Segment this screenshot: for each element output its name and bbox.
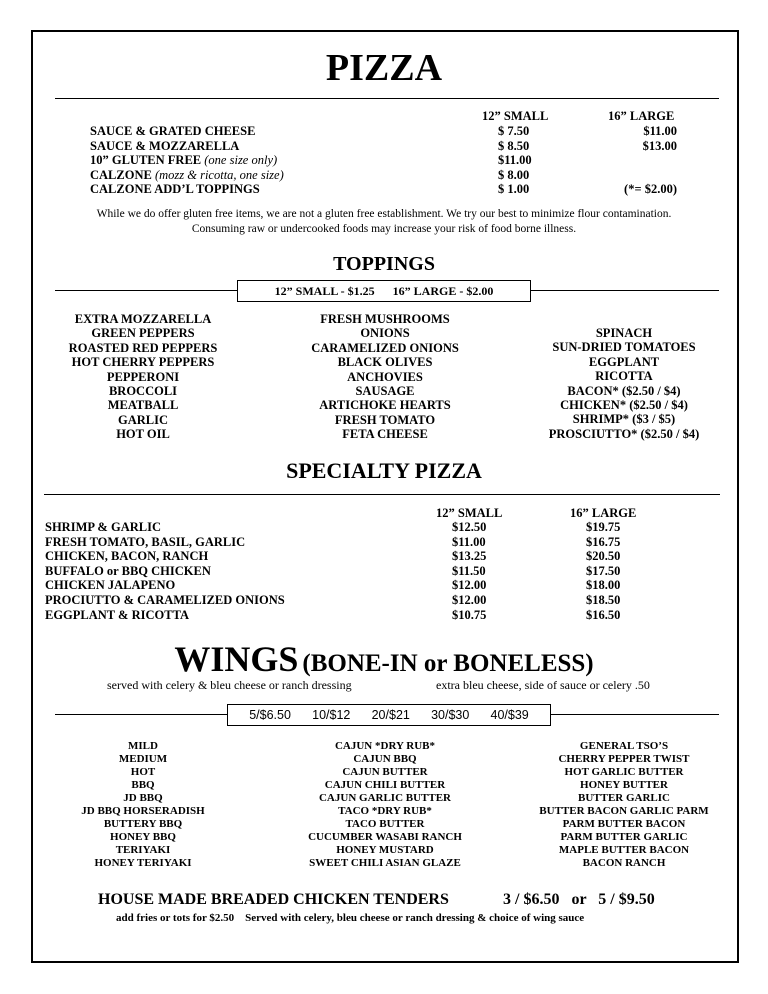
wing-flavor: BUTTERY BBQ — [103, 818, 183, 830]
specialty-large-price: $16.50 — [586, 607, 621, 622]
pizza-item-note: (mozz & ricotta, one size) — [154, 167, 284, 182]
toppings-column-3 — [521, 326, 727, 441]
topping-item: ANCHOVIES — [347, 369, 423, 384]
wing-flavor: CUCUMBER WASABI RANCH — [308, 831, 462, 843]
wing-flavor: HONEY BUTTER — [580, 779, 668, 791]
pizza-header-large: 16” LARGE — [608, 109, 675, 123]
specialty-large-price: $17.50 — [586, 563, 621, 578]
pizza-large-price: $11.00 — [643, 124, 677, 138]
pizza-large-prices — [587, 124, 677, 197]
topping-item: EXTRA MOZZARELLA — [74, 312, 212, 326]
wing-flavor: CHERRY PEPPER TWIST — [558, 753, 690, 765]
topping-item: BACON* ($2.50 / $4) — [567, 383, 681, 398]
topping-item: ROASTED RED PEPPERS — [68, 340, 218, 355]
specialty-large-price: $19.75 — [586, 520, 621, 534]
wing-flavor: CAJUN GARLIC BUTTER — [318, 792, 452, 804]
pizza-small-price: $ 7.50 — [498, 124, 530, 138]
wing-flavor: CAJUN CHILI BUTTER — [324, 779, 446, 791]
topping-item: SPINACH — [595, 326, 653, 340]
pizza-item-name: CALZONE ADD’L TOPPINGS — [90, 182, 260, 197]
pizza-item — [90, 139, 284, 154]
specialty-item-name: CHICKEN, BACON, RANCH — [45, 549, 209, 564]
specialty-small-price: $12.50 — [452, 520, 487, 534]
wing-flavor: HONEY BBQ — [110, 831, 176, 843]
pizza-divider — [55, 98, 719, 99]
wings-title-sub: (BONE-IN or BONELESS) — [302, 650, 594, 677]
specialty-title: SPECIALTY PIZZA — [286, 458, 482, 483]
specialty-large-price: $16.75 — [586, 534, 621, 549]
pizza-item — [90, 168, 284, 183]
specialty-large-prices — [586, 520, 620, 622]
topping-item: ONIONS — [360, 326, 410, 341]
toppings-column-2 — [282, 312, 488, 442]
specialty-small-price: $13.25 — [452, 549, 487, 564]
specialty-item-name: BUFFALO or BBQ CHICKEN — [45, 563, 211, 578]
wing-flavor: CAJUN BUTTER — [342, 766, 428, 778]
specialty-item-name: PROCIUTTO & CARAMELIZED ONIONS — [45, 592, 285, 607]
topping-item: ARTICHOKE HEARTS — [319, 398, 451, 413]
topping-item: FRESH TOMATO — [334, 412, 436, 427]
wing-price-option: 30/$30 — [431, 708, 470, 722]
pizza-large-price: $13.00 — [642, 138, 677, 153]
pizza-small-price: $ 8.50 — [498, 138, 530, 153]
wings-extra-note: extra bleu cheese, side of sauce or celery .50 — [436, 678, 650, 692]
wing-flavor: BUTTER GARLIC — [578, 792, 670, 804]
pizza-item-name: 10” GLUTEN FREE — [90, 153, 202, 168]
specialty-item-list — [45, 520, 285, 622]
pizza-item — [90, 153, 284, 168]
pizza-small-price: $ 8.00 — [498, 167, 530, 182]
wings-title-main: WINGS — [174, 639, 299, 679]
wings-served-note: served with celery & bleu cheese or ranch dressing — [107, 678, 352, 692]
specialty-item-name: CHICKEN JALAPENO — [45, 578, 176, 593]
wing-flavor: MEDIUM — [118, 753, 168, 765]
specialty-divider — [44, 494, 720, 495]
wing-flavor: CAJUN *DRY RUB* — [334, 740, 436, 752]
topping-item: FRESH MUSHROOMS — [320, 312, 450, 326]
topping-item: BLACK OLIVES — [337, 355, 433, 370]
wing-flavor: JD BBQ — [123, 792, 163, 804]
topping-item: RICOTTA — [595, 369, 653, 384]
specialty-small-price: $11.00 — [452, 534, 486, 549]
wing-flavor: HOT GARLIC BUTTER — [564, 766, 684, 778]
wing-flavor: GENERAL TSO’S — [579, 740, 669, 752]
specialty-item-name: SHRIMP & GARLIC — [45, 520, 161, 534]
tenders-title: HOUSE MADE BREADED CHICKEN TENDERS — [98, 891, 449, 908]
pizza-large-price — [587, 153, 677, 168]
wing-flavors-column-2 — [282, 740, 488, 870]
pizza-item — [90, 182, 284, 197]
wing-price-option: 40/$39 — [490, 708, 529, 722]
specialty-small-price: $10.75 — [452, 607, 487, 622]
specialty-large-price: $18.00 — [586, 578, 621, 593]
specialty-large-price: $18.50 — [586, 592, 621, 607]
topping-item: PEPPERONI — [106, 369, 180, 384]
wing-flavor: HONEY TERIYAKI — [94, 857, 192, 869]
specialty-large-price: $20.50 — [586, 549, 621, 564]
specialty-small-prices — [452, 520, 486, 622]
topping-item: CHICKEN* ($2.50 / $4) — [560, 398, 688, 413]
pizza-small-price: $11.00 — [498, 153, 532, 168]
specialty-small-price: $11.50 — [452, 563, 486, 578]
pizza-item-list — [90, 124, 284, 197]
pizza-item-note: (one size only) — [204, 153, 278, 168]
specialty-item-name: FRESH TOMATO, BASIL, GARLIC — [45, 534, 246, 549]
specialty-header-small: 12” SMALL — [436, 506, 503, 520]
wing-flavor: BACON RANCH — [582, 857, 666, 869]
wing-flavor: HONEY MUSTARD — [336, 844, 434, 856]
pizza-header-small: 12” SMALL — [482, 109, 549, 123]
pizza-small-prices — [498, 124, 532, 197]
topping-item: EGGPLANT — [588, 354, 660, 369]
wing-flavor: TACO BUTTER — [345, 818, 425, 830]
topping-item: BROCCOLI — [108, 384, 178, 399]
wing-flavor: PARM BUTTER GARLIC — [560, 831, 688, 843]
wing-flavor: SWEET CHILI ASIAN GLAZE — [309, 857, 461, 869]
topping-item: SAUSAGE — [355, 384, 415, 399]
wing-flavor: PARM BUTTER BACON — [562, 818, 686, 830]
tenders-price: 3 / $6.50 or 5 / $9.50 — [503, 891, 655, 908]
specialty-item-name: EGGPLANT & RICOTTA — [45, 607, 190, 622]
wing-price-option: 10/$12 — [312, 708, 351, 722]
toppings-title: TOPPINGS — [333, 253, 435, 275]
pizza-item-name: SAUCE & GRATED CHEESE — [90, 124, 256, 138]
wing-flavor: JD BBQ HORSERADISH — [81, 805, 205, 817]
pizza-small-price: $ 1.00 — [498, 182, 530, 197]
wing-flavor: CAJUN BBQ — [353, 753, 417, 765]
wing-flavor: BUTTER BACON GARLIC PARM — [539, 805, 709, 817]
topping-item: HOT OIL — [116, 427, 170, 442]
pizza-large-price: (*= $2.00) — [624, 182, 677, 197]
wing-flavor: MAPLE BUTTER BACON — [558, 844, 690, 856]
topping-item: FETA CHEESE — [342, 427, 428, 442]
wing-flavor: BBQ — [131, 779, 155, 791]
wing-flavor: TACO *DRY RUB* — [338, 805, 432, 817]
toppings-column-1 — [40, 312, 246, 442]
specialty-header-large: 16” LARGE — [570, 506, 637, 520]
gluten-disclaimer: While we do offer gluten free items, we are not a gluten free establishment. We try our best to minimize flour contamination. — [96, 208, 672, 220]
wing-flavor: HOT — [130, 766, 156, 778]
topping-item: SUN-DRIED TOMATOES — [552, 340, 696, 355]
pizza-title: PIZZA — [325, 47, 443, 89]
wing-flavors-column-3 — [521, 740, 727, 870]
wing-price-option: 5/$6.50 — [249, 708, 291, 722]
topping-item: MEATBALL — [107, 398, 179, 413]
pizza-item — [90, 124, 284, 139]
topping-item: GREEN PEPPERS — [91, 326, 195, 341]
toppings-price-box: 12” SMALL - $1.25 16” LARGE - $2.00 — [237, 280, 531, 302]
specialty-small-price: $12.00 — [452, 578, 487, 593]
wings-price-box — [227, 704, 551, 726]
pizza-item-name: SAUCE & MOZZARELLA — [90, 138, 240, 153]
topping-item: GARLIC — [117, 412, 168, 427]
food-safety-disclaimer: Consuming raw or undercooked foods may increase your risk of food borne illness. — [191, 223, 577, 235]
wing-flavor: MILD — [128, 740, 158, 752]
tenders-note: add fries or tots for $2.50 Served with celery, bleu cheese or ranch dressing & choice of wing sauce — [116, 912, 585, 924]
wing-price-option: 20/$21 — [371, 708, 410, 722]
topping-item: CARAMELIZED ONIONS — [311, 340, 459, 355]
topping-item: SHRIMP* ($3 / $5) — [572, 412, 676, 427]
specialty-small-price: $12.00 — [452, 592, 487, 607]
topping-item: HOT CHERRY PEPPERS — [71, 355, 215, 370]
pizza-large-price — [587, 168, 677, 183]
wing-flavors-column-1 — [40, 740, 246, 870]
pizza-item-name: CALZONE — [90, 167, 152, 182]
wing-flavor: TERIYAKI — [115, 844, 171, 856]
topping-item: PROSCIUTTO* ($2.50 / $4) — [548, 426, 700, 441]
